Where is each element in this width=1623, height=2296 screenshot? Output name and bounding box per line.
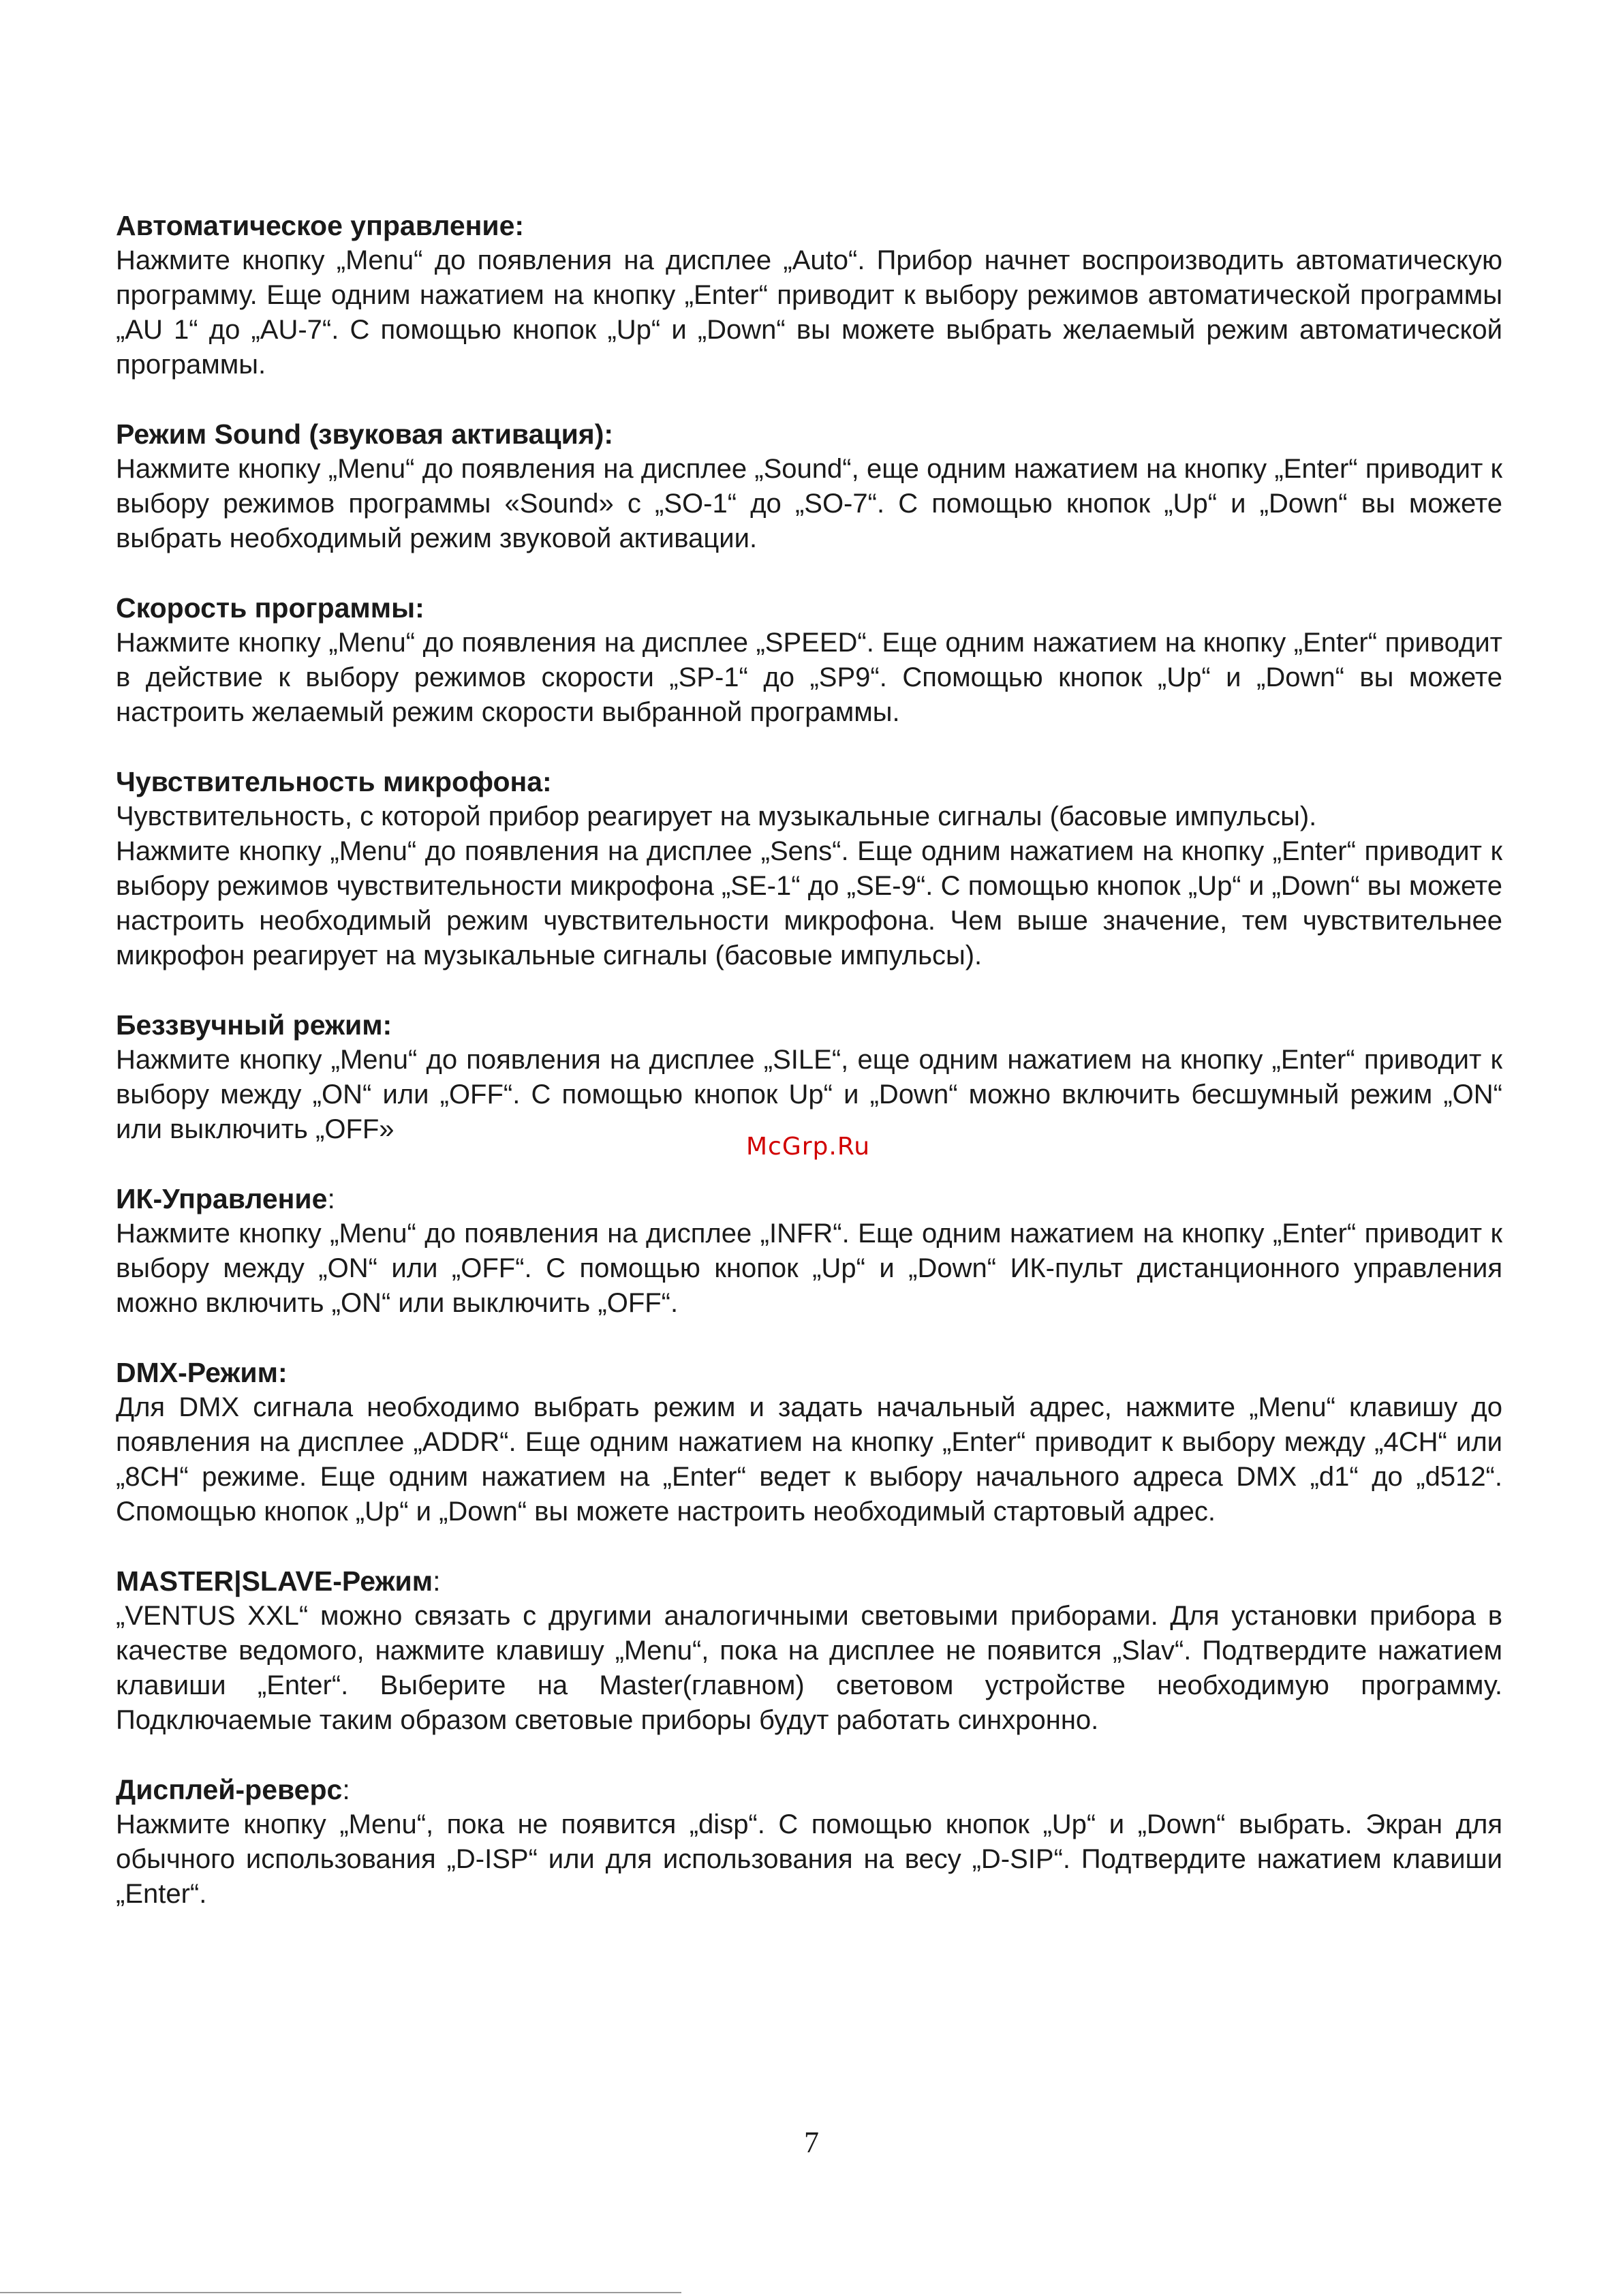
section-program-speed (116, 590, 1502, 730)
section-paragraph: Нажмите кнопку „Menu“ до появления на дисплее „SPEED“. Еще одним нажатием на кнопку „Enter“ приводит в действие к выбору режимов скорости „SP-1“ до „SP9“. Спомощью кнопок „Up“ и „Down“ вы можете настроить желаемый режим скорости выбранной программы. (116, 628, 1502, 727)
section-ir-control (116, 1181, 1502, 1321)
section-dmx-mode (116, 1355, 1502, 1529)
section-paragraph: Нажмите кнопку „Menu“ до появления на дисплее „INFR“. Еще одним нажатием на кнопку „Enter“ приводит к выбору между „ON“ или „OFF“. С помощью кнопок „Up“ и „Down“ ИК-пульт дистанционного управления можно включить „ON“ или выключить „OFF“. (116, 1219, 1502, 1318)
section-heading: ИК-Управление: (116, 1183, 335, 1214)
section-paragraph: Нажмите кнопку „Menu“ до появления на дисплее „Auto“. Прибор начнет воспроизводить автоматическую программу. Еще одним нажатием на кнопку „Enter“ приводит к выбору режимов автоматической программы „AU 1“ до „AU-7“. С помощью кнопок „Up“ и „Down“ вы можете выбрать желаемый режим автоматической программы. (116, 245, 1502, 380)
section-paragraph: Нажмите кнопку „Menu“ до появления на дисплее „SILE“, еще одним нажатием на кнопку „Enter“ приводит к выбору между „ON“ или „OFF“. С помощью кнопок Up“ и „Down“ можно включить бесшумный режим „ON“ или выключить „OFF» (116, 1045, 1502, 1144)
section-heading: Чувствительность микрофона: (116, 766, 552, 797)
section-mic-sensitivity (116, 764, 1502, 973)
section-paragraph: „VENTUS XXL“ можно связать с другими аналогичными световыми приборами. Для установки прибора в качестве ведомого, нажмите клавишу „Menu“, пока на дисплее не появится „Slav“. Подтвердите нажатием клавиши „Enter“. Выберите на Master(главном) световом устройстве необходимую программу. Подключаемые таким образом световые приборы будут работать синхронно. (116, 1601, 1502, 1735)
section-heading: Дисплей-реверс: (116, 1774, 350, 1805)
section-heading: Беззвучный режим: (116, 1009, 392, 1041)
section-display-reverse (116, 1772, 1502, 1912)
section-paragraph: Нажмите кнопку „Menu“ до появления на дисплее „Sound“, еще одним нажатием на кнопку „Enter“ приводит к выбору режимов программы «Sound» с „SO-1“ до „SO-7“. С помощью кнопок „Up“ и „Down“ вы можете выбрать необходимый режим звуковой активации. (116, 454, 1502, 553)
section-paragraph: Для DMX сигнала необходимо выбрать режим и задать начальный адрес, нажмите „Menu“ клавишу до появления на дисплее „ADDR“. Еще одним нажатием на кнопку „Enter“ приводит к выбору между „4CH“ или „8CH“ режиме. Еще одним нажатием на „Enter“ ведет к выбору начального адреса DMX „d1“ до „d512“. Спомощью кнопок „Up“ и „Down“ вы можете настроить необходимый стартовый адрес. (116, 1392, 1502, 1527)
section-master-slave (116, 1563, 1502, 1738)
page-number: 7 (804, 2126, 819, 2159)
section-paragraph: Нажмите кнопку „Menu“, пока не появится „disp“. С помощью кнопок „Up“ и „Down“ выбрать. Экран для обычного использования „D-ISP“ или для использования на весу „D-SIP“. Подтвердите нажатием клавиши „Enter“. (116, 1809, 1502, 1909)
section-silent-mode (116, 1007, 1502, 1147)
section-heading: MASTER|SLAVE-Режим: (116, 1565, 441, 1597)
section-heading: Скорость программы: (116, 592, 424, 624)
section-auto-control (116, 208, 1502, 382)
section-paragraph: Чувствительность, с которой прибор реагирует на музыкальные сигналы (басовые импульсы). (116, 801, 1317, 831)
watermark: McGrp.Ru (746, 1133, 871, 1161)
section-heading: DMX-Режим: (116, 1357, 288, 1388)
section-heading: Автоматическое управление: (116, 210, 525, 241)
section-heading: Режим Sound (звуковая активация): (116, 418, 614, 450)
document-body (116, 208, 1502, 1946)
section-sound-mode (116, 416, 1502, 556)
bottom-divider (0, 2292, 681, 2293)
section-paragraph: Нажмите кнопку „Menu“ до появления на дисплее „Sens“. Еще одним нажатием на кнопку „Enter“ приводит к выбору режимов чувствительности микрофона „SE-1“ до „SE-9“. С помощью кнопок „Up“ и „Down“ вы можете настроить необходимый режим чувствительности микрофона. Чем выше значение, тем чувствительнее микрофон реагирует на музыкальные сигналы (басовые импульсы). (116, 836, 1502, 970)
